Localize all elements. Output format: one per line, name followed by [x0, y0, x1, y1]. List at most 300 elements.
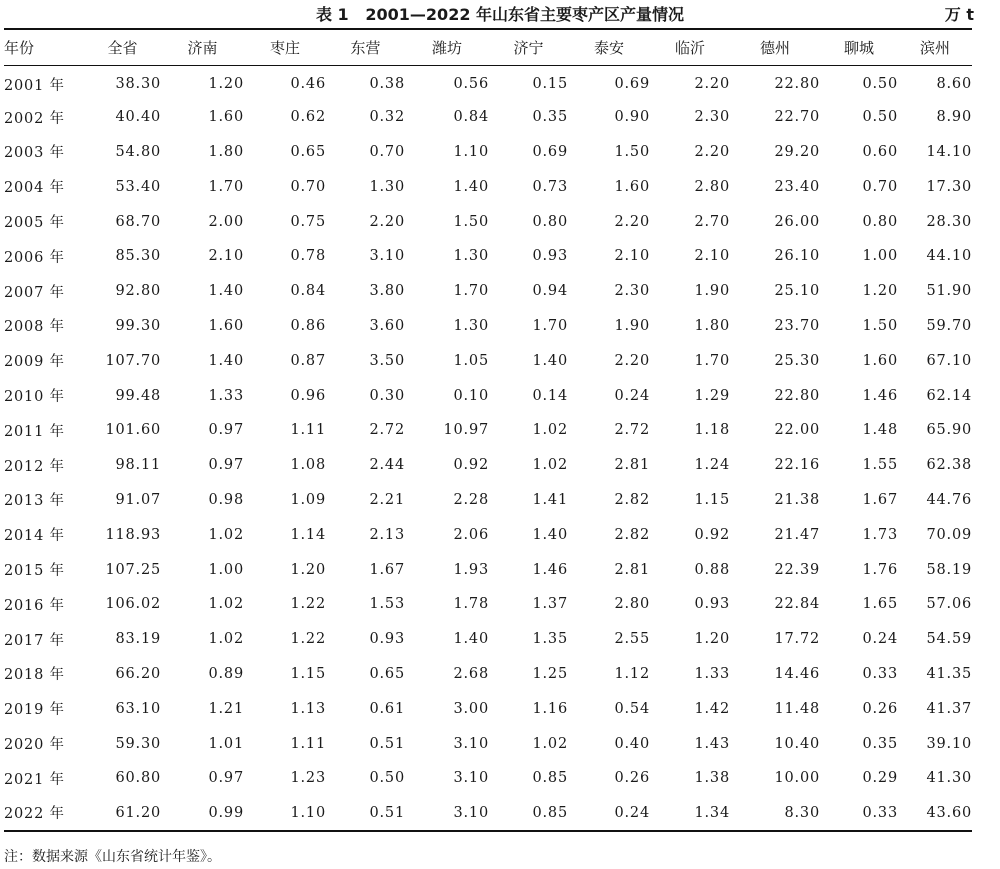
value-cell: 25.30 — [774, 352, 820, 369]
value-cell: 25.10 — [774, 283, 820, 300]
value-cell: 0.92 — [694, 526, 730, 543]
value-cell: 1.18 — [694, 422, 730, 439]
year-cell: 2010 年 — [4, 389, 65, 406]
value-cell: 1.60 — [208, 317, 244, 334]
value-cell: 0.69 — [614, 76, 650, 93]
value-cell: 0.10 — [453, 387, 489, 404]
value-cell: 40.40 — [115, 109, 161, 126]
value-cell: 1.11 — [290, 422, 326, 439]
value-cell: 1.24 — [694, 457, 730, 474]
column-header: 临沂 — [650, 29, 730, 65]
value-cell: 41.30 — [926, 770, 972, 787]
value-cell: 44.10 — [926, 248, 972, 265]
column-header: 德州 — [730, 29, 820, 65]
value-cell: 1.46 — [532, 561, 568, 578]
value-cell: 1.90 — [694, 283, 730, 300]
value-cell: 17.30 — [926, 178, 972, 195]
year-cell: 2016 年 — [4, 597, 65, 614]
value-cell: 3.10 — [369, 248, 405, 265]
value-cell: 1.70 — [532, 317, 568, 334]
value-cell: 1.12 — [614, 665, 650, 682]
value-cell: 0.33 — [820, 796, 898, 831]
value-cell: 63.10 — [115, 700, 161, 717]
value-cell: 1.70 — [208, 178, 244, 195]
value-cell: 1.20 — [694, 631, 730, 648]
value-cell: 1.14 — [290, 526, 326, 543]
value-cell: 83.19 — [115, 631, 161, 648]
value-cell: 10.00 — [774, 770, 820, 787]
value-cell: 2.80 — [614, 596, 650, 613]
value-cell: 22.80 — [774, 387, 820, 404]
value-cell: 0.75 — [290, 213, 326, 230]
value-cell: 1.50 — [614, 143, 650, 160]
value-cell: 0.62 — [290, 109, 326, 126]
value-cell: 21.47 — [774, 526, 820, 543]
value-cell: 2.06 — [453, 526, 489, 543]
year-cell: 2003 年 — [4, 145, 65, 162]
value-cell: 2.82 — [614, 491, 650, 508]
table-row — [4, 796, 972, 831]
value-cell: 1.02 — [532, 457, 568, 474]
table-row — [4, 65, 972, 100]
value-cell: 2.80 — [694, 178, 730, 195]
year-cell: 2006 年 — [4, 249, 65, 266]
year-cell: 2001 年 — [4, 77, 65, 94]
value-cell: 0.92 — [453, 457, 489, 474]
value-cell: 0.51 — [369, 735, 405, 752]
value-cell: 43.60 — [898, 796, 972, 831]
value-cell: 2.28 — [453, 491, 489, 508]
value-cell: 1.43 — [694, 735, 730, 752]
value-cell: 0.69 — [532, 143, 568, 160]
year-cell: 2008 年 — [4, 319, 65, 336]
value-cell: 1.16 — [532, 700, 568, 717]
value-cell: 1.40 — [532, 352, 568, 369]
value-cell: 1.09 — [290, 491, 326, 508]
value-cell: 2.30 — [614, 283, 650, 300]
value-cell: 0.70 — [862, 178, 898, 195]
value-cell: 1.40 — [208, 283, 244, 300]
value-cell: 0.84 — [290, 283, 326, 300]
value-cell: 28.30 — [926, 213, 972, 230]
column-header: 滨州 — [898, 29, 972, 65]
value-cell: 107.25 — [105, 561, 161, 578]
value-cell: 0.61 — [369, 700, 405, 717]
value-cell: 1.67 — [369, 561, 405, 578]
value-cell: 118.93 — [105, 526, 161, 543]
column-header-year: 年份 — [4, 29, 84, 65]
value-cell: 1.93 — [453, 561, 489, 578]
value-cell: 29.20 — [774, 143, 820, 160]
value-cell: 1.80 — [208, 143, 244, 160]
value-cell: 3.10 — [453, 735, 489, 752]
value-cell: 1.67 — [862, 491, 898, 508]
value-cell: 62.38 — [926, 457, 972, 474]
value-cell: 22.84 — [774, 596, 820, 613]
value-cell: 0.60 — [862, 143, 898, 160]
value-cell: 8.30 — [730, 796, 820, 831]
value-cell: 2.30 — [694, 109, 730, 126]
value-cell: 0.32 — [369, 109, 405, 126]
value-cell: 2.20 — [369, 213, 405, 230]
value-cell: 26.10 — [774, 248, 820, 265]
value-cell: 1.21 — [208, 700, 244, 717]
value-cell: 2.81 — [614, 561, 650, 578]
value-cell: 0.97 — [208, 422, 244, 439]
table-row — [4, 100, 972, 135]
value-cell: 11.48 — [774, 700, 820, 717]
year-cell: 2020 年 — [4, 737, 65, 754]
value-cell: 10.97 — [443, 422, 489, 439]
year-cell: 2017 年 — [4, 632, 65, 649]
value-cell: 1.53 — [369, 596, 405, 613]
value-cell: 1.25 — [532, 665, 568, 682]
value-cell: 106.02 — [105, 596, 161, 613]
value-cell: 2.72 — [369, 422, 405, 439]
value-cell: 1.30 — [453, 317, 489, 334]
value-cell: 2.20 — [614, 213, 650, 230]
value-cell: 0.70 — [290, 178, 326, 195]
table-row — [4, 448, 972, 483]
value-cell: 1.13 — [290, 700, 326, 717]
value-cell: 1.05 — [453, 352, 489, 369]
value-cell: 1.33 — [694, 665, 730, 682]
table-row — [4, 239, 972, 274]
value-cell: 0.70 — [369, 143, 405, 160]
value-cell: 0.14 — [532, 387, 568, 404]
value-cell: 1.70 — [453, 283, 489, 300]
value-cell: 1.40 — [208, 352, 244, 369]
value-cell: 38.30 — [115, 76, 161, 93]
value-cell: 51.90 — [926, 283, 972, 300]
table-row — [4, 169, 972, 204]
value-cell: 67.10 — [926, 352, 972, 369]
value-cell: 1.20 — [862, 283, 898, 300]
year-cell: 2009 年 — [4, 354, 65, 371]
column-header: 全省 — [84, 29, 161, 65]
table-body — [4, 65, 972, 831]
value-cell: 1.02 — [532, 735, 568, 752]
value-cell: 0.80 — [862, 213, 898, 230]
table-row — [4, 657, 972, 692]
value-cell: 92.80 — [115, 283, 161, 300]
value-cell: 70.09 — [926, 526, 972, 543]
value-cell: 2.21 — [369, 491, 405, 508]
value-cell: 0.50 — [862, 76, 898, 93]
value-cell: 1.46 — [862, 387, 898, 404]
value-cell: 1.02 — [208, 596, 244, 613]
value-cell: 1.41 — [532, 491, 568, 508]
table-row — [4, 413, 972, 448]
value-cell: 0.35 — [532, 109, 568, 126]
value-cell: 0.93 — [532, 248, 568, 265]
value-cell: 1.33 — [208, 387, 244, 404]
value-cell: 22.39 — [774, 561, 820, 578]
value-cell: 1.90 — [614, 317, 650, 334]
value-cell: 0.50 — [862, 109, 898, 126]
value-cell: 14.46 — [774, 665, 820, 682]
value-cell: 3.10 — [453, 770, 489, 787]
table-row — [4, 552, 972, 587]
value-cell: 17.72 — [774, 631, 820, 648]
value-cell: 0.33 — [862, 665, 898, 682]
value-cell: 0.80 — [532, 213, 568, 230]
column-header: 泰安 — [568, 29, 650, 65]
value-cell: 107.70 — [105, 352, 161, 369]
source-note: 注：数据来源《山东省统计年鉴》。 — [4, 849, 221, 865]
table-row — [4, 135, 972, 170]
value-cell: 2.10 — [208, 248, 244, 265]
value-cell: 1.30 — [369, 178, 405, 195]
value-cell: 0.97 — [208, 457, 244, 474]
value-cell: 1.70 — [694, 352, 730, 369]
year-cell: 2012 年 — [4, 458, 65, 475]
value-cell: 21.38 — [774, 491, 820, 508]
value-cell: 1.37 — [532, 596, 568, 613]
value-cell: 2.20 — [694, 143, 730, 160]
value-cell: 66.20 — [115, 665, 161, 682]
value-cell: 2.44 — [369, 457, 405, 474]
value-cell: 0.50 — [369, 770, 405, 787]
value-cell: 8.60 — [936, 76, 972, 93]
column-header: 济南 — [161, 29, 244, 65]
value-cell: 14.10 — [926, 143, 972, 160]
value-cell: 0.46 — [290, 76, 326, 93]
value-cell: 1.10 — [244, 796, 326, 831]
value-cell: 2.10 — [614, 248, 650, 265]
table-row — [4, 517, 972, 552]
table-label: 表 1 — [315, 5, 349, 24]
value-cell: 1.22 — [290, 631, 326, 648]
value-cell: 0.15 — [532, 76, 568, 93]
value-cell: 1.40 — [532, 526, 568, 543]
value-cell: 1.80 — [694, 317, 730, 334]
value-cell: 0.29 — [862, 770, 898, 787]
year-cell: 2004 年 — [4, 180, 65, 197]
year-cell: 2021 年 — [4, 771, 65, 788]
value-cell: 0.88 — [694, 561, 730, 578]
value-cell: 1.02 — [208, 526, 244, 543]
table-row — [4, 587, 972, 622]
value-cell: 10.40 — [774, 735, 820, 752]
value-cell: 1.20 — [208, 76, 244, 93]
table-row — [4, 622, 972, 657]
value-cell: 0.35 — [862, 735, 898, 752]
value-cell: 22.70 — [774, 109, 820, 126]
value-cell: 1.29 — [694, 387, 730, 404]
year-cell: 2011 年 — [4, 423, 65, 440]
value-cell: 0.30 — [369, 387, 405, 404]
value-cell: 1.00 — [208, 561, 244, 578]
value-cell: 0.65 — [369, 665, 405, 682]
value-cell: 54.59 — [926, 631, 972, 648]
value-cell: 0.85 — [532, 770, 568, 787]
value-cell: 1.15 — [694, 491, 730, 508]
value-cell: 0.99 — [161, 796, 244, 831]
value-cell: 3.10 — [405, 796, 489, 831]
column-header: 潍坊 — [405, 29, 489, 65]
value-cell: 101.60 — [105, 422, 161, 439]
table-row — [4, 483, 972, 518]
value-cell: 0.78 — [290, 248, 326, 265]
value-cell: 3.80 — [369, 283, 405, 300]
value-cell: 1.78 — [453, 596, 489, 613]
value-cell: 3.50 — [369, 352, 405, 369]
value-cell: 1.55 — [862, 457, 898, 474]
year-cell: 2015 年 — [4, 563, 65, 580]
value-cell: 39.10 — [926, 735, 972, 752]
year-cell: 2019 年 — [4, 702, 65, 719]
value-cell: 59.70 — [926, 317, 972, 334]
value-cell: 99.48 — [115, 387, 161, 404]
value-cell: 1.34 — [650, 796, 730, 831]
value-cell: 26.00 — [774, 213, 820, 230]
value-cell: 23.70 — [774, 317, 820, 334]
year-cell: 2022 年 — [4, 796, 84, 831]
value-cell: 2.72 — [614, 422, 650, 439]
value-cell: 0.94 — [532, 283, 568, 300]
value-cell: 0.93 — [694, 596, 730, 613]
value-cell: 0.24 — [862, 631, 898, 648]
value-cell: 2.20 — [694, 76, 730, 93]
value-cell: 60.80 — [115, 770, 161, 787]
value-cell: 44.76 — [926, 491, 972, 508]
table-row — [4, 691, 972, 726]
value-cell: 0.73 — [532, 178, 568, 195]
value-cell: 8.90 — [936, 109, 972, 126]
table-title-text: 2001—2022 年山东省主要枣产区产量情况 — [365, 5, 685, 24]
column-header: 东营 — [326, 29, 405, 65]
value-cell: 1.23 — [290, 770, 326, 787]
value-cell: 85.30 — [115, 248, 161, 265]
value-cell: 0.26 — [862, 700, 898, 717]
value-cell: 1.01 — [208, 735, 244, 752]
value-cell: 59.30 — [115, 735, 161, 752]
value-cell: 68.70 — [115, 213, 161, 230]
value-cell: 1.15 — [290, 665, 326, 682]
value-cell: 0.40 — [614, 735, 650, 752]
table-row — [4, 726, 972, 761]
value-cell: 2.20 — [614, 352, 650, 369]
value-cell: 0.65 — [290, 143, 326, 160]
column-header: 聊城 — [820, 29, 898, 65]
value-cell: 1.60 — [614, 178, 650, 195]
value-cell: 1.73 — [862, 526, 898, 543]
value-cell: 0.87 — [290, 352, 326, 369]
table-row — [4, 378, 972, 413]
value-cell: 0.90 — [614, 109, 650, 126]
value-cell: 1.42 — [694, 700, 730, 717]
value-cell: 1.50 — [862, 317, 898, 334]
value-cell: 53.40 — [115, 178, 161, 195]
unit-label: 万 t — [944, 5, 974, 24]
column-header: 济宁 — [489, 29, 568, 65]
value-cell: 0.38 — [369, 76, 405, 93]
header-row — [4, 29, 972, 65]
value-cell: 1.30 — [453, 248, 489, 265]
table-title — [0, 4, 1000, 26]
value-cell: 2.81 — [614, 457, 650, 474]
value-cell: 1.22 — [290, 596, 326, 613]
table-row — [4, 274, 972, 309]
table-row — [4, 204, 972, 239]
value-cell: 1.76 — [862, 561, 898, 578]
value-cell: 1.02 — [208, 631, 244, 648]
value-cell: 65.90 — [926, 422, 972, 439]
year-cell: 2002 年 — [4, 110, 65, 127]
value-cell: 1.38 — [694, 770, 730, 787]
value-cell: 1.08 — [290, 457, 326, 474]
value-cell: 0.26 — [614, 770, 650, 787]
value-cell: 61.20 — [84, 796, 161, 831]
value-cell: 0.56 — [453, 76, 489, 93]
value-cell: 54.80 — [115, 143, 161, 160]
value-cell: 1.60 — [862, 352, 898, 369]
value-cell: 0.51 — [326, 796, 405, 831]
value-cell: 0.24 — [568, 796, 650, 831]
value-cell: 1.10 — [453, 143, 489, 160]
value-cell: 1.48 — [862, 422, 898, 439]
value-cell: 91.07 — [115, 491, 161, 508]
table-row — [4, 309, 972, 344]
column-header: 枣庄 — [244, 29, 326, 65]
value-cell: 22.16 — [774, 457, 820, 474]
value-cell: 58.19 — [926, 561, 972, 578]
value-cell: 0.89 — [208, 665, 244, 682]
year-cell: 2018 年 — [4, 667, 65, 684]
value-cell: 1.40 — [453, 178, 489, 195]
value-cell: 2.00 — [208, 213, 244, 230]
value-cell: 0.85 — [489, 796, 568, 831]
value-cell: 1.02 — [532, 422, 568, 439]
value-cell: 62.14 — [926, 387, 972, 404]
value-cell: 2.13 — [369, 526, 405, 543]
value-cell: 1.60 — [208, 109, 244, 126]
table-caption — [0, 4, 1000, 26]
table-row — [4, 761, 972, 796]
production-table — [4, 28, 972, 832]
table-row — [4, 343, 972, 378]
value-cell: 1.20 — [290, 561, 326, 578]
year-cell: 2014 年 — [4, 528, 65, 545]
value-cell: 1.65 — [862, 596, 898, 613]
year-cell: 2007 年 — [4, 284, 65, 301]
value-cell: 1.00 — [862, 248, 898, 265]
value-cell: 2.70 — [694, 213, 730, 230]
value-cell: 2.68 — [453, 665, 489, 682]
value-cell: 99.30 — [115, 317, 161, 334]
value-cell: 0.84 — [453, 109, 489, 126]
value-cell: 1.11 — [290, 735, 326, 752]
value-cell: 98.11 — [115, 457, 161, 474]
value-cell: 3.60 — [369, 317, 405, 334]
value-cell: 1.40 — [453, 631, 489, 648]
value-cell: 23.40 — [774, 178, 820, 195]
value-cell: 1.35 — [532, 631, 568, 648]
value-cell: 0.98 — [208, 491, 244, 508]
value-cell: 0.24 — [614, 387, 650, 404]
value-cell: 0.96 — [290, 387, 326, 404]
year-cell: 2013 年 — [4, 493, 65, 510]
value-cell: 0.97 — [208, 770, 244, 787]
value-cell: 1.50 — [453, 213, 489, 230]
year-cell: 2005 年 — [4, 215, 65, 232]
value-cell: 0.54 — [614, 700, 650, 717]
value-cell: 22.00 — [774, 422, 820, 439]
value-cell: 22.80 — [774, 76, 820, 93]
value-cell: 41.35 — [926, 665, 972, 682]
value-cell: 0.93 — [369, 631, 405, 648]
